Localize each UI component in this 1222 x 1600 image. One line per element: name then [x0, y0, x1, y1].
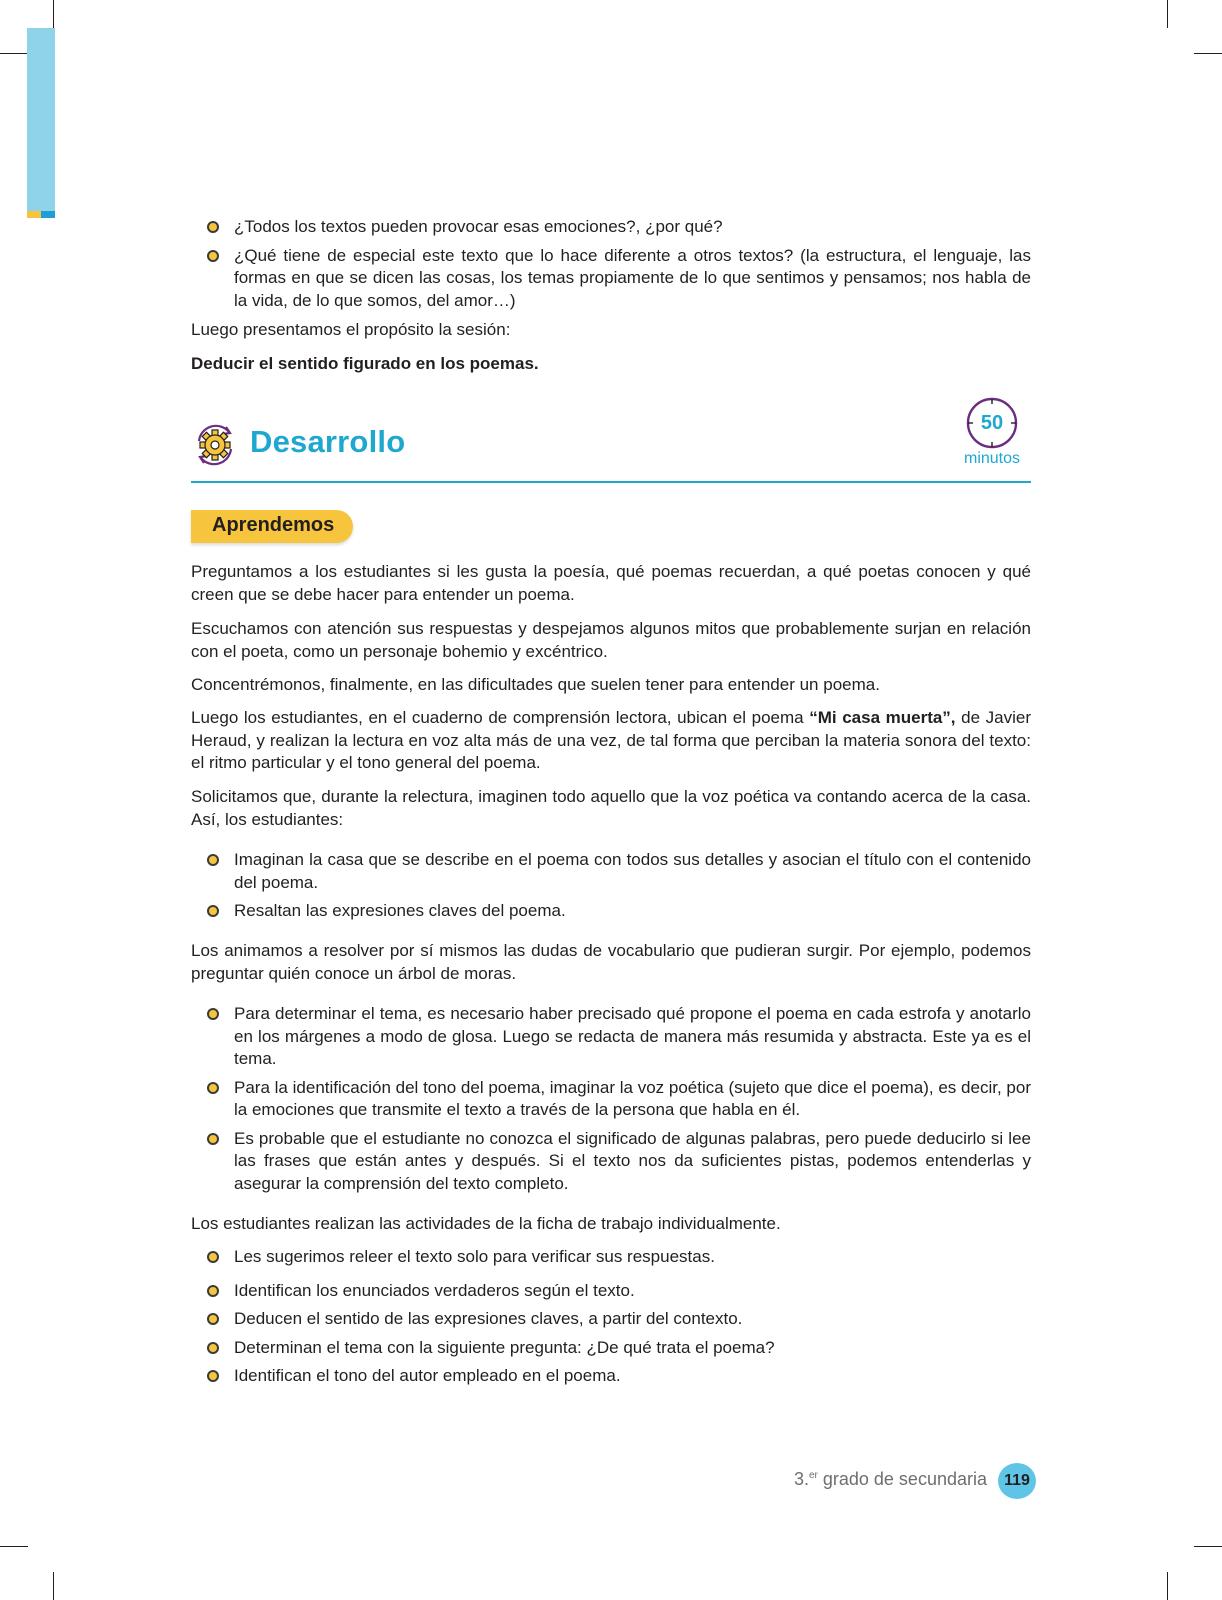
- intro-bullet-list: [191, 216, 1031, 312]
- section-title: Desarrollo: [250, 424, 406, 459]
- gear-icon: [191, 421, 239, 469]
- paragraph: Solicitamos que, durante la relectura, imaginen todo aquello que la voz poética va contando acerca de la casa. Así, los estudiantes:: [191, 787, 1031, 829]
- bullet-list: [191, 1003, 1031, 1195]
- bullet-list: [191, 849, 1031, 923]
- crop-mark: [1194, 53, 1222, 54]
- purpose-intro: Luego presentamos el propósito la sesión:: [191, 320, 511, 339]
- list-item: Identifican los enunciados verdaderos según el texto.: [191, 1280, 1031, 1303]
- list-item: Determinan el tema con la siguiente pregunta: ¿De qué trata el poema?: [191, 1337, 1031, 1360]
- bullet-dot-icon: [207, 1285, 219, 1297]
- crop-mark: [1167, 1572, 1168, 1600]
- paragraph: Concentrémonos, finalmente, en las dificultades que suelen tener para entender un poema.: [191, 675, 880, 694]
- list-item: ¿Qué tiene de especial este texto que lo hace diferente a otros textos? (la estructura, el lenguaje, las formas en que se dicen las cosas, los temas propiamente de lo que sentimos y pensamos; nos habla de la vida, de lo que somos, del amor…): [191, 245, 1031, 313]
- crop-mark: [0, 1546, 28, 1547]
- bullet-dot-icon: [207, 1082, 219, 1094]
- section-divider: [191, 481, 1031, 483]
- timer-value: 50: [980, 412, 1004, 434]
- list-item: Para determinar el tema, es necesario haber precisado qué propone el poema en cada estrofa y anotarlo en los márgenes a modo de glosa. Luego se redacta de manera más resumida y abstracta. Este ya es el tema.: [191, 1003, 1031, 1071]
- bullet-dot-icon: [207, 221, 219, 233]
- page-number: 119: [998, 1463, 1036, 1499]
- list-item: Identifican el tono del autor empleado en el poema.: [191, 1365, 1031, 1388]
- list-item: Imaginan la casa que se describe en el poema con todos sus detalles y asocian el título con el contenido del poema.: [191, 849, 1031, 894]
- bullet-dot-icon: [207, 854, 219, 866]
- poem-title: “Mi casa muerta”,: [809, 708, 956, 727]
- side-color-tab-yellow: [27, 211, 41, 218]
- paragraph: Luego los estudiantes, en el cuaderno de comprensión lectora, ubican el poema “Mi casa muerta”, de Javier Heraud, y realizan la lectura en voz alta más de una vez, de tal forma que perciban la materia sonora del texto: el ritmo particular y el tono general del poema.: [191, 708, 1032, 772]
- bullet-list: [191, 1246, 1031, 1388]
- list-item: Deducen el sentido de las expresiones claves, a partir del contexto.: [191, 1308, 1031, 1331]
- list-item: Para la identificación del tono del poema, imaginar la voz poética (sujeto que dice el poema), es decir, por la emociones que transmite el texto a través de la persona que habla en él.: [191, 1077, 1031, 1122]
- list-item: Resaltan las expresiones claves del poema.: [191, 900, 1031, 923]
- timer-unit: minutos: [963, 450, 1021, 467]
- crop-mark: [1167, 0, 1168, 28]
- crop-mark: [53, 1572, 54, 1600]
- crop-mark: [53, 0, 54, 28]
- list-item: Es probable que el estudiante no conozca el significado de algunas palabras, pero puede deducirlo si lee las frases que están antes y después. Si el texto nos da suficientes pistas, podemos entenderlas y asegurar la comprensión del texto completo.: [191, 1128, 1031, 1196]
- bullet-dot-icon: [207, 1251, 219, 1263]
- list-item: ¿Todos los textos pueden provocar esas emociones?, ¿por qué?: [191, 216, 1031, 239]
- session-purpose: Deducir el sentido figurado en los poemas.: [191, 354, 539, 373]
- side-color-tab-blue: [41, 211, 55, 218]
- bullet-dot-icon: [207, 250, 219, 262]
- side-color-bar: [27, 28, 55, 211]
- crop-mark: [1194, 1546, 1222, 1547]
- paragraph: Los estudiantes realizan las actividades de la ficha de trabajo individualmente.: [191, 1214, 781, 1233]
- list-item: Les sugerimos releer el texto solo para verificar sus respuestas.: [191, 1246, 1031, 1269]
- aprendemos-label: Aprendemos: [212, 514, 335, 536]
- bullet-dot-icon: [207, 1133, 219, 1145]
- paragraph: Preguntamos a los estudiantes si les gusta la poesía, qué poemas recuerdan, a qué poetas conocen y qué creen que se debe hacer para entender un poema.: [191, 562, 1031, 604]
- grade-label: 3.$^{er}$ grado de secundaria: [793, 1469, 987, 1489]
- bullet-dot-icon: [207, 1008, 219, 1020]
- bullet-dot-icon: [207, 1313, 219, 1325]
- crop-mark: [0, 53, 28, 54]
- bullet-dot-icon: [207, 1370, 219, 1382]
- paragraph: Escuchamos con atención sus respuestas y despejamos algunos mitos que probablemente surjan en relación con el poeta, como un personaje bohemio y excéntrico.: [191, 619, 1031, 661]
- bullet-dot-icon: [207, 905, 219, 917]
- bullet-dot-icon: [207, 1342, 219, 1354]
- paragraph: Los animamos a resolver por sí mismos las dudas de vocabulario que pudieran surgir. Por ejemplo, podemos preguntar quién conoce un árbol de moras.: [191, 941, 1031, 983]
